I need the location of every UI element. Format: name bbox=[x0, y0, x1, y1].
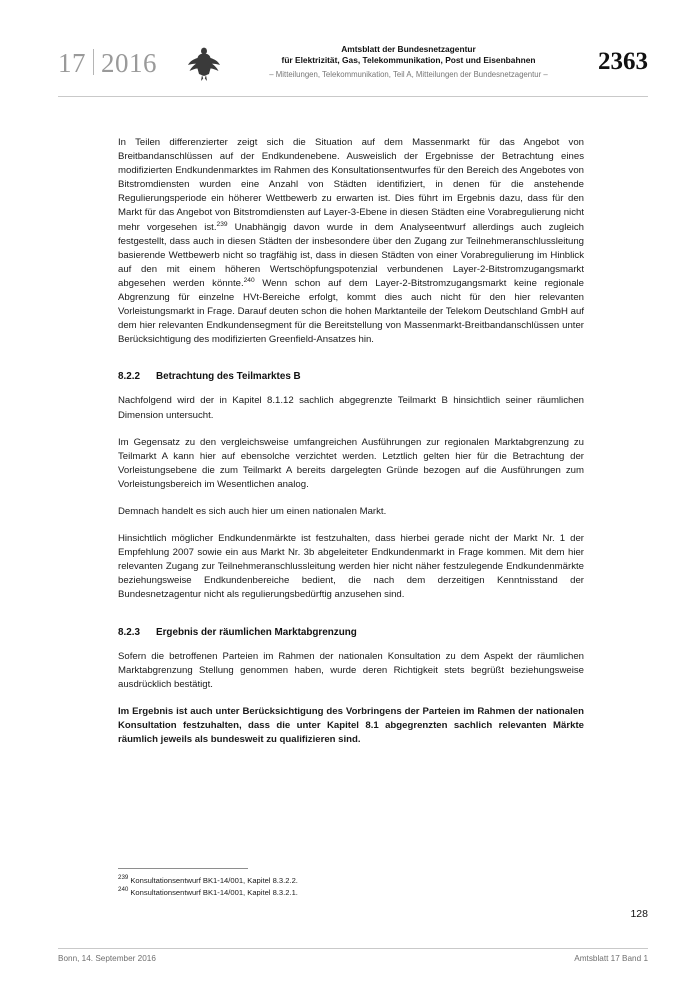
section-heading-8-2-3 bbox=[118, 627, 584, 638]
masthead-line-3: – Mitteilungen, Telekommunikation, Teil A, Mitteilungen der Bundesnetzagentur – bbox=[269, 69, 548, 79]
paragraph-7: Im Ergebnis ist auch unter Berücksichtigung des Vorbringens der Parteien im Rahmen der nationalen Konsultation festzuhalten, dass die unter Kapitel 8.1 abgegrenzten sachlich relevanten Märkte räumlich jeweils als bundesweit zu qualifizieren sind. bbox=[118, 705, 584, 745]
footnote-240-text: Konsultationsentwurf BK1-14/001, Kapitel 8.3.2.1. bbox=[130, 888, 298, 897]
paragraph-6: Sofern die betroffenen Parteien im Rahmen der nationalen Konsultation zu dem Aspekt der räumlichen Marktabgrenzung Stellung genommen haben, wurde deren Richtigkeit stets begrüßt beziehungsweise ausdrücklich bestätigt. bbox=[118, 650, 584, 690]
paragraph-1 bbox=[118, 136, 584, 347]
page-number-header: 2363 bbox=[598, 48, 648, 75]
document-body bbox=[118, 136, 584, 760]
issue-identifier bbox=[58, 46, 157, 79]
header-divider bbox=[58, 96, 648, 97]
paragraph-4: Demnach handelt es sich auch hier um einen nationalen Markt. bbox=[118, 505, 387, 517]
paragraph-1-part-a: In Teilen differenzierter zeigt sich die Situation auf dem Massenmarkt für das Angebot von Breitbandanschlüssen auf der Endkundenebene. Ausweislich der Ergebnisse der Betrachtung eines modifizierten Endkundenmarktes im Rahmen des Konsultationsentwurfes für den Bereich des Angebotes von Bitstromdiensten wurden eine Anzahl von Städten identifiziert, in denen für die anstehende Regulierungsperiode ein höherer Wettbewerb zu erwarten ist. Dies führt im Ergebnis dazu, dass für den Markt für das Angebot von Bitstromdiensten auf Layer-3-Ebene in diesen Städten eine Vorabregulierung nicht mehr vorgesehen ist. bbox=[118, 137, 584, 233]
paragraph-2: Nachfolgend wird der in Kapitel 8.1.12 sachlich abgegrenzte Teilmarkt B hinsichtlich seiner räumlichen Dimension untersucht. bbox=[118, 395, 584, 421]
paragraph-5: Hinsichtlich möglicher Endkundenmärkte ist festzuhalten, dass hierbei gerade nicht der Markt Nr. 1 der Empfehlung 2007 sowie ein aus Markt Nr. 3b abgeleiteter Endkundenmarkt in Frage kommen. Mit dem hier relevanten Zugang zur Teilnehmeranschlussleitung werden hier nicht näher festzulegende Endkundenmärkte beziehungsweise Endkundenbereiche bedient, die nach dem derzeitigen Kenntnisstand der Bundesnetzagentur nicht als regulierungsbedürftig anzusehen sind. bbox=[118, 533, 584, 601]
footnote-239 bbox=[118, 875, 584, 886]
footnote-240 bbox=[118, 887, 584, 898]
footnote-divider bbox=[118, 868, 248, 869]
footnote-240-marker: 240 bbox=[118, 886, 129, 894]
section-number-8-2-3: 8.2.3 bbox=[118, 626, 140, 638]
page-header bbox=[58, 34, 648, 90]
federal-eagle-emblem bbox=[187, 42, 221, 82]
page-footer bbox=[58, 954, 648, 963]
footer-right: Amtsblatt 17 Band 1 bbox=[574, 954, 648, 963]
section-title-8-2-3: Ergebnis der räumlichen Marktabgrenzung bbox=[156, 626, 357, 638]
page-number-body: 128 bbox=[630, 908, 648, 920]
paragraph-1-part-c: Wenn schon auf dem Layer-2-Bitstromzugangsmarkt keine regionale Abgrenzung für einzelne HVt-Bereiche erfolgt, kommt dies auch nicht für den hier relevanten Vorleistungsmarkt in Frage. Darauf deuten schon die hohen Marktanteile der Telekom Deutschland GmbH auf dem hier relevanten Endkundensegment für die Bereitstellung von Massenmarkt-Breitbandanschlüssen unter Berücksichtigung des modifizierten Greenfield-Ansatzes hin. bbox=[118, 277, 584, 346]
footnote-area bbox=[118, 868, 584, 899]
footnote-239-text: Konsultationsentwurf BK1-14/001, Kapitel 8.3.2.2. bbox=[130, 876, 298, 885]
footnote-239-marker: 239 bbox=[118, 874, 129, 882]
footnote-ref-239: 239 bbox=[216, 220, 228, 228]
footer-divider bbox=[58, 948, 648, 949]
footnote-ref-240: 240 bbox=[243, 276, 255, 284]
masthead-line-2: für Elektrizität, Gas, Telekommunikation, Post und Eisenbahnen bbox=[281, 55, 536, 66]
footer-left: Bonn, 14. September 2016 bbox=[58, 954, 156, 963]
masthead-line-1: Amtsblatt der Bundesnetzagentur bbox=[341, 43, 476, 54]
issue-year: 2016 bbox=[101, 47, 157, 78]
masthead bbox=[235, 44, 582, 80]
paragraph-3: Im Gegensatz zu den vergleichsweise umfangreichen Ausführungen zur regionalen Marktabgrenzung zu Teilmarkt A kann hier auf ebensolche verzichtet werden. Letztlich gelten hier für die Betrachtung der Vorleistungsebene die zum Teilmarkt A bereits dargelegten Gründe bezogen auf die Ausführungen zum Vorleistungsbereich im Wesentlichen analog. bbox=[118, 436, 584, 490]
issue-number: 17 bbox=[58, 47, 86, 78]
issue-separator bbox=[93, 49, 94, 75]
paragraph-1-part-b: Unabhängig davon wurde in dem Analyseentwurf allerdings auch zugleich festgestellt, dass auch in diesen Städten der insbesondere über den Zugang zur Teilnehmeranschlussleitung basierende Wettbewerb nicht so tragfähig ist, dass in diesen Städten von einer Vorabregulierung im Hinblick auf den mit einem höheren Wertschöpfungspotenzial verbundenen Layer-2-Bitstromzugangsmarkt abgesehen werden könnte. bbox=[118, 221, 585, 289]
section-number-8-2-2: 8.2.2 bbox=[118, 371, 140, 383]
section-title-8-2-2: Betrachtung des Teilmarktes B bbox=[156, 371, 301, 383]
section-heading-8-2-2 bbox=[118, 371, 584, 382]
